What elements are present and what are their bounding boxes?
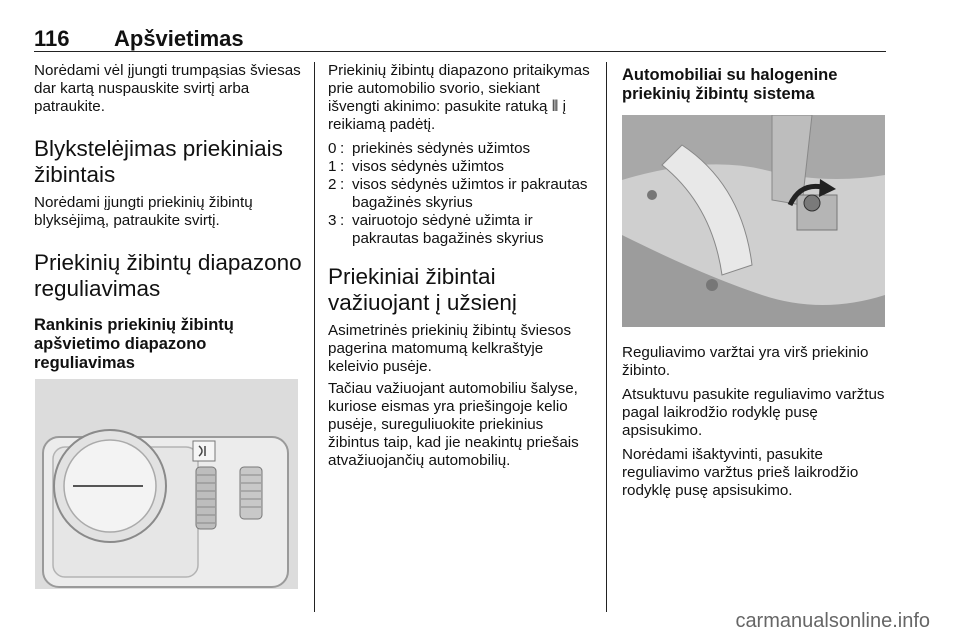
range-wheel-paragraph: Priekinių žibintų diapazono pritaikymas prie automobilio svorio, siekiant išvengti akinimo: pasukite ratuką ⦀ į reikiamą padėtį. [328, 62, 590, 133]
list-item-number: 1 [328, 158, 337, 175]
abroad-heading: Priekiniai žibintai važiuojant į užsienį [328, 264, 517, 315]
column-divider-2 [606, 62, 607, 612]
load-positions-list [328, 140, 594, 248]
flash-paragraph: Norėdami įjungti priekinių žibintų blyksėjimą, patraukite svirtį. [34, 194, 253, 229]
list-item-number: 3 [328, 212, 337, 229]
list-item-number: 2 [328, 176, 337, 193]
list-item-separator: : [340, 158, 345, 175]
list-item-text: priekinės sėdynės užimtos [352, 140, 531, 157]
column-2 [328, 62, 594, 470]
intro-paragraph: Norėdami vėl įjungti trumpąsias šviesas dar kartą nuspauskite svirtį arba patraukite. [34, 62, 301, 115]
adjustment-screw-figure [622, 115, 885, 327]
list-item-text: visos sėdynės užimtos ir pakrautas bagažinės skyrius [352, 176, 588, 211]
column-3 [622, 62, 888, 104]
page-header [34, 26, 886, 52]
list-item-separator: : [340, 212, 345, 229]
column-1 [34, 62, 304, 373]
page-number: 116 [34, 26, 70, 51]
flash-heading: Blykstelėjimas priekiniais žibintais [34, 136, 283, 187]
watermark: carmanualsonline.info [735, 610, 930, 632]
list-item-separator: : [340, 176, 345, 193]
list-item-separator: : [340, 140, 345, 157]
header-rule [34, 51, 886, 52]
abroad-paragraph-2: Tačiau važiuojant automobiliu šalyse, kuriose eismas yra priešingoje kelio pusėje, sureguliuokite priekinius žibintus taip, kad jie neakintų priešais atvažiuojančių automobilių. [328, 380, 579, 469]
screw-location-paragraph: Reguliavimo varžtai yra virš priekinio žibinto. [622, 344, 869, 379]
list-item-text: visos sėdynės užimtos [352, 158, 504, 175]
manual-range-heading: Rankinis priekinių žibintų apšvietimo diapazono reguliavimas [34, 316, 234, 372]
halogen-heading: Automobiliai su halogenine priekinių žibintų sistema [622, 66, 838, 103]
screw-deactivate-paragraph: Norėdami išaktyvinti, pasukite reguliavimo varžtus prieš laikrodžio rodyklę pusę apsisukimo. [622, 446, 859, 499]
range-heading: Priekinių žibintų diapazono reguliavimas [34, 250, 302, 301]
list-item-text: vairuotojo sėdynė užimta ir pakrautas bagažinės skyrius [352, 212, 544, 247]
list-item-number: 0 [328, 140, 337, 157]
headlight-switch-figure [35, 379, 298, 589]
column-divider-1 [314, 62, 315, 612]
abroad-paragraph-1: Asimetrinės priekinių žibintų šviesos pagerina matomumą kelkraštyje keleivio pusėje. [328, 322, 572, 375]
chapter-title: Apšvietimas [114, 26, 244, 51]
screw-turn-paragraph: Atsuktuvu pasukite reguliavimo varžtus pagal laikrodžio rodyklę pusę apsisukimo. [622, 386, 885, 439]
column-3-text [622, 344, 888, 500]
